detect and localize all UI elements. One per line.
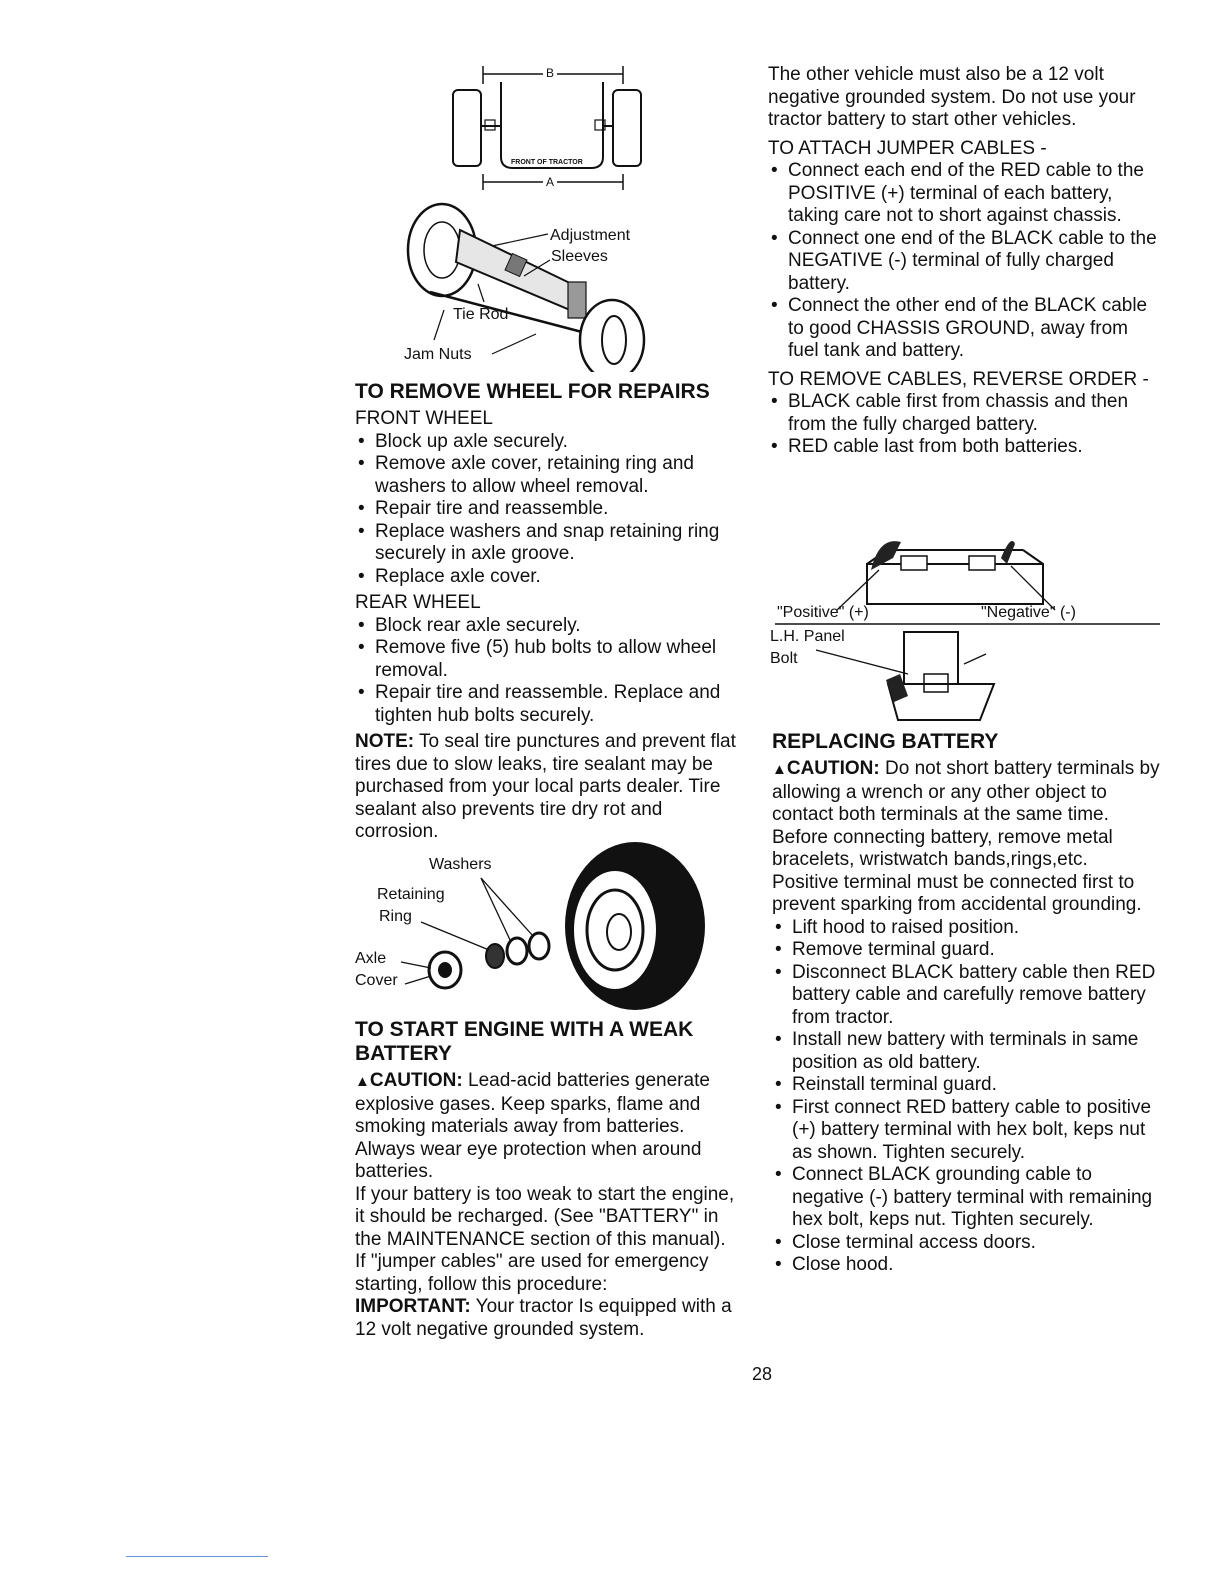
note-label: NOTE: xyxy=(355,731,415,752)
weak-battery-heading: TO START ENGINE WITH A WEAK BATTERY xyxy=(355,1018,694,1065)
replacing-battery-section xyxy=(772,730,1164,1277)
remove-wheel-heading: TO REMOVE WHEEL FOR REPAIRS xyxy=(355,380,710,403)
list-item: • Remove axle cover, retaining ring and washers to allow wheel removal. xyxy=(355,453,740,498)
weak-battery-section xyxy=(355,1018,745,1341)
important-note xyxy=(355,1296,745,1341)
list-item: • Repair tire and reassemble. xyxy=(355,498,740,521)
list-item: • Repair tire and reassemble. Replace and tighten hub bolts securely. xyxy=(355,682,740,727)
recharge-paragraph: If your battery is too weak to start the engine, it should be recharged. (See "BATTERY" in the MAINTENANCE section of this manual). xyxy=(355,1183,735,1250)
rear-wheel-list xyxy=(355,615,740,728)
dimension-a-label: A xyxy=(543,173,557,191)
caution-text: Lead-acid batteries generate explosive gases. Keep sparks, flame and smoking materials away from batteries. Always wear eye protection when around batteries. xyxy=(355,1070,710,1182)
dimension-b-label: B xyxy=(543,64,557,82)
washers-label: Washers xyxy=(429,856,492,873)
list-item: • Remove five (5) hub bolts to allow wheel removal. xyxy=(355,637,740,682)
retaining-label: Retaining xyxy=(377,886,445,903)
list-item: • Replace axle cover. xyxy=(355,566,740,589)
list-item: • Connect each end of the RED cable to the POSITIVE (+) terminal of each battery, taking care not to short against chassis. xyxy=(768,160,1163,228)
replacing-steps-list xyxy=(772,917,1164,1277)
list-item: • Lift hood to raised position. xyxy=(772,917,1164,940)
right-column-top xyxy=(768,64,1163,459)
list-item: • Replace washers and snap retaining ring securely in axle groove. xyxy=(355,521,740,566)
list-item: • Connect the other end of the BLACK cable to good CHASSIS GROUND, away from fuel tank and battery. xyxy=(768,295,1163,363)
lead-acid-caution xyxy=(355,1070,745,1184)
list-item: • First connect RED battery cable to positive (+) battery terminal with hex bolt, keps nut as shown. Tighten securely. xyxy=(772,1097,1164,1165)
attach-list xyxy=(768,160,1163,363)
attach-title: TO ATTACH JUMPER CABLES - xyxy=(768,137,1047,159)
tie-rod-diagram xyxy=(400,200,670,372)
adjustment-label: Adjustment xyxy=(550,227,631,244)
battery-terminal-diagram xyxy=(775,530,1160,626)
list-item: • Install new battery with terminals in same position as old battery. xyxy=(772,1029,1164,1074)
wheel-assembly-diagram xyxy=(353,838,713,1010)
list-item: • Close hood. xyxy=(772,1254,1164,1277)
list-item: • Reinstall terminal guard. xyxy=(772,1074,1164,1097)
important-label: IMPORTANT: xyxy=(355,1296,471,1317)
rear-wheel-title: REAR WHEEL xyxy=(355,592,481,613)
page-number: 28 xyxy=(752,1364,773,1384)
list-item: • Remove terminal guard. xyxy=(772,939,1164,962)
tie-rod-label: Tie Rod xyxy=(453,306,509,323)
important-text: Your tractor Is equipped with a 12 volt negative grounded system. xyxy=(355,1296,732,1340)
replacing-caution xyxy=(772,758,1164,872)
front-wheel-list xyxy=(355,431,740,589)
ring-label: Ring xyxy=(379,908,412,925)
cover-label: Cover xyxy=(355,972,398,989)
replacing-battery-heading: REPLACING BATTERY xyxy=(772,730,999,753)
positive-label: "Positive" (+) xyxy=(777,604,869,621)
note-text: To seal tire punctures and prevent flat tires due to slow leaks, tire sealant may be purchased from your local parts dealer. Tire sealant also prevents tire dry rot and corrosion. xyxy=(355,731,736,842)
remove-cables-title: TO REMOVE CABLES, REVERSE ORDER - xyxy=(768,368,1149,390)
jam-nuts-label: Jam Nuts xyxy=(404,346,472,363)
axle-measure-diagram xyxy=(445,62,655,192)
list-item: • RED cable last from both batteries. xyxy=(768,436,1163,459)
list-item: • Connect BLACK grounding cable to negative (-) battery terminal with remaining hex bolt, keps nut. Tighten securely. xyxy=(772,1164,1164,1232)
caution-label: CAUTION: xyxy=(786,758,880,779)
footer-divider xyxy=(126,1556,268,1557)
list-item: • BLACK cable first from chassis and then from the fully charged battery. xyxy=(768,391,1163,436)
warning-icon: ▲ xyxy=(355,1073,370,1090)
front-of-tractor-label: FRONT OF TRACTOR xyxy=(511,159,583,166)
left-column xyxy=(355,380,740,844)
negative-label: "Negative" (-) xyxy=(981,604,1076,621)
bolt-label: Bolt xyxy=(770,650,798,667)
jumper-paragraph: If "jumper cables" are used for emergency starting, follow this procedure: xyxy=(355,1251,709,1295)
positive-first-paragraph: Positive terminal must be connected first to prevent sparking from accidental grounding. xyxy=(772,871,1142,915)
caution-text: Do not short battery terminals by allowing a wrench or any other object to contact both terminals at the same time. Before connecting battery, remove metal bracelets, wristwatch bands,rings,etc. xyxy=(772,758,1160,870)
list-item: • Block rear axle securely. xyxy=(355,615,740,638)
panel-bolt-diagram xyxy=(768,624,1008,724)
front-wheel-title: FRONT WHEEL xyxy=(355,408,493,429)
list-item: • Block up axle securely. xyxy=(355,431,740,454)
lh-panel-label: L.H. Panel xyxy=(770,628,845,645)
list-item: • Close terminal access doors. xyxy=(772,1232,1164,1255)
tire-sealant-note xyxy=(355,731,740,844)
intro-paragraph: The other vehicle must also be a 12 volt negative grounded system. Do not use your tractor battery to start other vehicles. xyxy=(768,64,1136,130)
list-item: • Disconnect BLACK battery cable then RED battery cable and carefully remove battery from tractor. xyxy=(772,962,1164,1030)
remove-cables-list xyxy=(768,391,1163,459)
sleeves-label: Sleeves xyxy=(551,248,608,265)
axle-label: Axle xyxy=(355,950,387,967)
caution-label: CAUTION: xyxy=(369,1070,463,1091)
list-item: • Connect one end of the BLACK cable to the NEGATIVE (-) terminal of fully charged battery. xyxy=(768,228,1163,296)
warning-icon: ▲ xyxy=(772,761,787,778)
